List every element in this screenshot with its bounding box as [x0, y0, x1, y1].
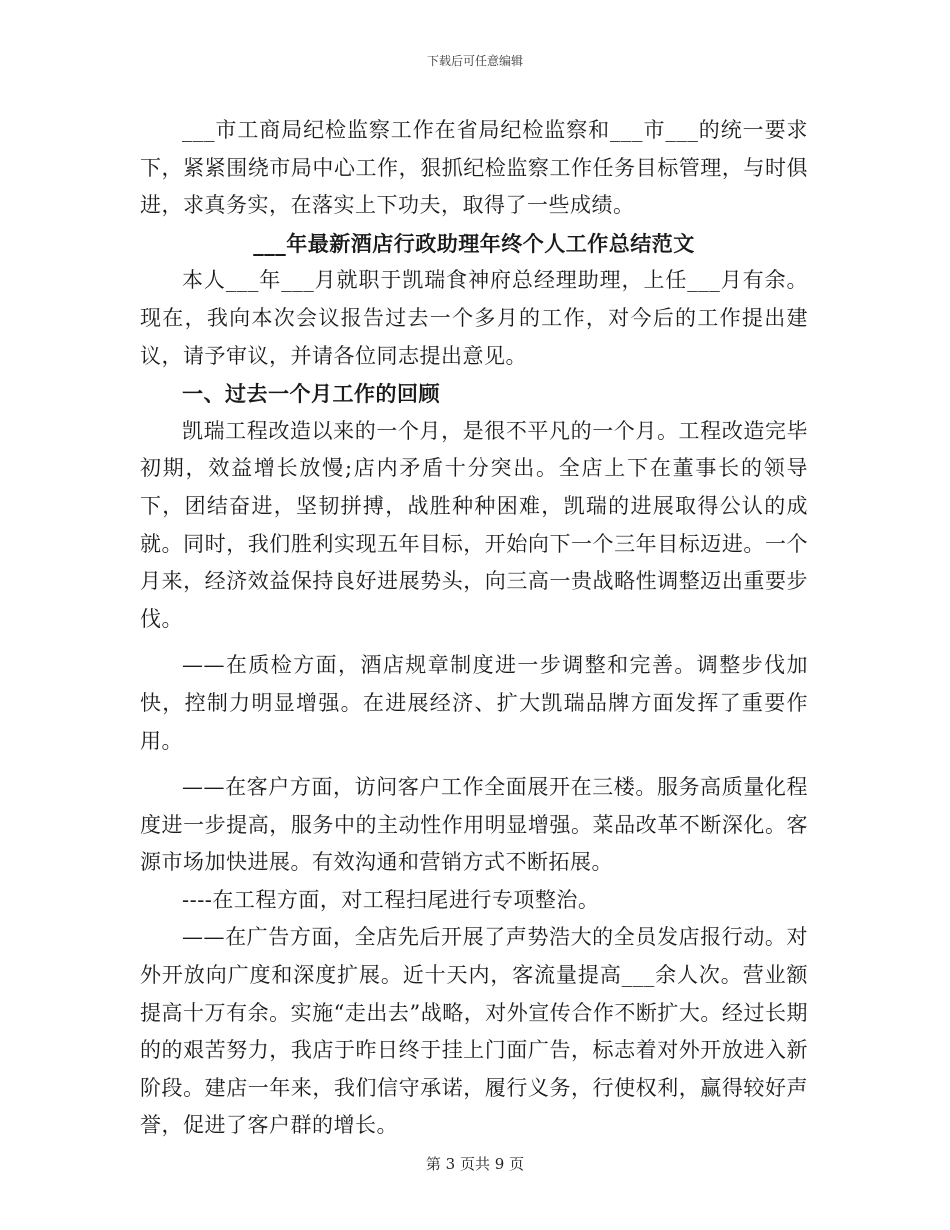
paragraph-customers: ——在客户方面，访问客户工作全面展开在三楼。服务高质量化程度进一步提高，服务中的主动性作用明显增强。菜品改革不断深化。客源市场加快进展。有效沟通和营销方式不断拓展。 — [140, 775, 808, 875]
document-body — [140, 112, 808, 1145]
paragraph-advertising: ——在广告方面，全店先后开展了声势浩大的全员发店报行动。对外开放向广度和深度扩展。近十天内，客流量提高___余人次。营业额提高十万有余。实施“走出去”战略，对外宣传合作不断扩大。经过长期的的艰苦努力，我店于昨日终于挂上门面广告，标志着对外开放进入新阶段。建店一年来，我们信守承诺，履行义务，行使权利，赢得较好声誉，促进了客户群的增长。 — [140, 925, 808, 1138]
page-header: 下载后可任意编辑 — [426, 54, 523, 68]
paragraph-engineering: ----在工程方面，对工程扫尾进行专项整治。 — [182, 887, 600, 912]
page-number: 第 3 页共 9 页 — [425, 1155, 525, 1173]
paragraph-intro: ___市工商局纪检监察工作在省局纪检监察和___市___的统一要求下，紧紧围绕市局中心工作，狠抓纪检监察工作任务目标管理，与时俱进，求真务实，在落实上下功夫，取得了一些成绩。 — [140, 118, 808, 218]
paragraph-review: 凯瑞工程改造以来的一个月，是很不平凡的一个月。工程改造完毕初期，效益增长放慢;店内矛盾十分突出。全店上下在董事长的领导下，团结奋进，坚韧拼搏，战胜种种困难，凯瑞的进展取得公认的成就。同时，我们胜利实现五年目标，开始向下一个三年目标迈进。一个月来，经济效益保持良好进展势头，向三高一贵战略性调整迈出重要步伐。 — [140, 418, 808, 631]
paragraph-quality: ——在质检方面，酒店规章制度进一步调整和完善。调整步伐加快，控制力明显增强。在进展经济、扩大凯瑞品牌方面发挥了重要作用。 — [140, 653, 808, 753]
document-title: ___年最新酒店行政助理年终个人工作总结范文 — [253, 230, 695, 256]
paragraph-opening: 本人___年___月就职于凯瑞食神府总经理助理，上任___月有余。现在，我向本次会议报告过去一个多月的工作，对今后的工作提出建议，请予审议，并请各位同志提出意见。 — [140, 268, 808, 368]
section-heading-review: 一、过去一个月工作的回顾 — [182, 381, 440, 407]
